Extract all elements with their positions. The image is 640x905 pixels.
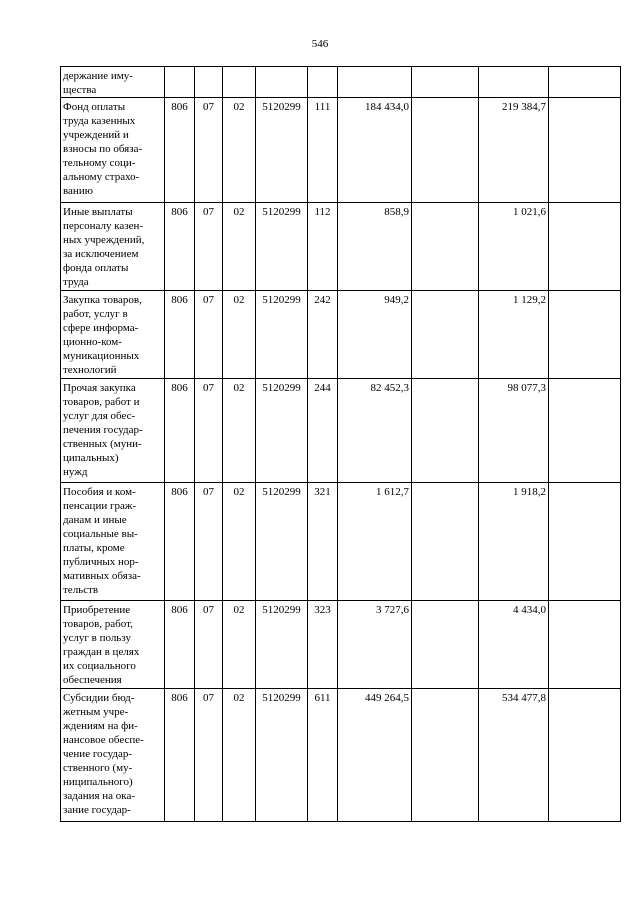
amount-4 [549, 203, 621, 291]
item-name: Закупка товаров, работ, услуг в сфере информа- ционно-ком- муникационных технологий [61, 291, 165, 379]
amount-3: 534 477,8 [479, 689, 549, 822]
subsection-code: 02 [223, 689, 256, 822]
section-code: 07 [195, 98, 223, 203]
subsection-code: 02 [223, 291, 256, 379]
amount-4 [549, 601, 621, 689]
item-name: Фонд оплаты труда казенных учреждений и взносы по обяза- тельному соци- альному страхо- ванию [61, 98, 165, 203]
subsection-code: 02 [223, 98, 256, 203]
item-name: Субсидии бюд- жетным учре- ждениям на фи- нансовое обеспе- чение государ- ственного (му- ниципального) задания на ока- зание государ- [61, 689, 165, 822]
section-code: 07 [195, 601, 223, 689]
amount-2 [412, 601, 479, 689]
amount-2 [412, 98, 479, 203]
table-row [61, 67, 621, 98]
subsection-code: 02 [223, 483, 256, 601]
ministry-code: 806 [165, 203, 195, 291]
amount-3: 1 021,6 [479, 203, 549, 291]
amount-4 [549, 689, 621, 822]
expense-type-code: 611 [308, 689, 338, 822]
subsection-code: 02 [223, 203, 256, 291]
table-row [61, 291, 621, 379]
section-code: 07 [195, 291, 223, 379]
ministry-code: 806 [165, 689, 195, 822]
amount-2 [412, 291, 479, 379]
table-row [61, 379, 621, 483]
table-row [61, 689, 621, 822]
amount-2 [412, 483, 479, 601]
target-code [256, 67, 308, 98]
amount-3: 1 918,2 [479, 483, 549, 601]
amount-3: 1 129,2 [479, 291, 549, 379]
amount-1: 449 264,5 [338, 689, 412, 822]
amount-1: 1 612,7 [338, 483, 412, 601]
ministry-code: 806 [165, 483, 195, 601]
target-code: 5120299 [256, 689, 308, 822]
ministry-code: 806 [165, 379, 195, 483]
target-code: 5120299 [256, 379, 308, 483]
table-row [61, 483, 621, 601]
section-code [195, 67, 223, 98]
subsection-code: 02 [223, 379, 256, 483]
amount-4 [549, 291, 621, 379]
table-row [61, 601, 621, 689]
amount-4 [549, 379, 621, 483]
expense-type-code: 242 [308, 291, 338, 379]
target-code: 5120299 [256, 98, 308, 203]
amount-1: 3 727,6 [338, 601, 412, 689]
expense-type-code: 112 [308, 203, 338, 291]
amount-4 [549, 98, 621, 203]
amount-1: 858,9 [338, 203, 412, 291]
amount-1: 184 434,0 [338, 98, 412, 203]
amount-3 [479, 67, 549, 98]
target-code: 5120299 [256, 483, 308, 601]
item-name: Приобретение товаров, работ, услуг в пользу граждан в целях их социального обеспечения [61, 601, 165, 689]
amount-1: 82 452,3 [338, 379, 412, 483]
ministry-code [165, 67, 195, 98]
ministry-code: 806 [165, 601, 195, 689]
expense-type-code: 323 [308, 601, 338, 689]
section-code: 07 [195, 203, 223, 291]
amount-2 [412, 203, 479, 291]
target-code: 5120299 [256, 291, 308, 379]
page-number: 546 [311, 38, 329, 50]
amount-1 [338, 67, 412, 98]
section-code: 07 [195, 689, 223, 822]
amount-2 [412, 67, 479, 98]
expense-type-code: 111 [308, 98, 338, 203]
amount-3: 219 384,7 [479, 98, 549, 203]
target-code: 5120299 [256, 203, 308, 291]
section-code: 07 [195, 483, 223, 601]
amount-2 [412, 689, 479, 822]
amount-2 [412, 379, 479, 483]
ministry-code: 806 [165, 98, 195, 203]
budget-table [60, 66, 621, 822]
ministry-code: 806 [165, 291, 195, 379]
subsection-code [223, 67, 256, 98]
item-name: Иные выплаты персоналу казен- ных учреждений, за исключением фонда оплаты труда [61, 203, 165, 291]
table-row [61, 203, 621, 291]
amount-3: 4 434,0 [479, 601, 549, 689]
table-row [61, 98, 621, 203]
subsection-code: 02 [223, 601, 256, 689]
amount-4 [549, 483, 621, 601]
item-name: Прочая закупка товаров, работ и услуг для обес- печения государ- ственных (муни- ципальных) нужд [61, 379, 165, 483]
section-code: 07 [195, 379, 223, 483]
item-name: держание иму- щества [61, 67, 165, 98]
expense-type-code [308, 67, 338, 98]
amount-4 [549, 67, 621, 98]
amount-1: 949,2 [338, 291, 412, 379]
expense-type-code: 244 [308, 379, 338, 483]
expense-type-code: 321 [308, 483, 338, 601]
amount-3: 98 077,3 [479, 379, 549, 483]
target-code: 5120299 [256, 601, 308, 689]
item-name: Пособия и ком- пенсации граж- данам и иные социальные вы- платы, кроме публичных нор- мативных обяза- тельств [61, 483, 165, 601]
